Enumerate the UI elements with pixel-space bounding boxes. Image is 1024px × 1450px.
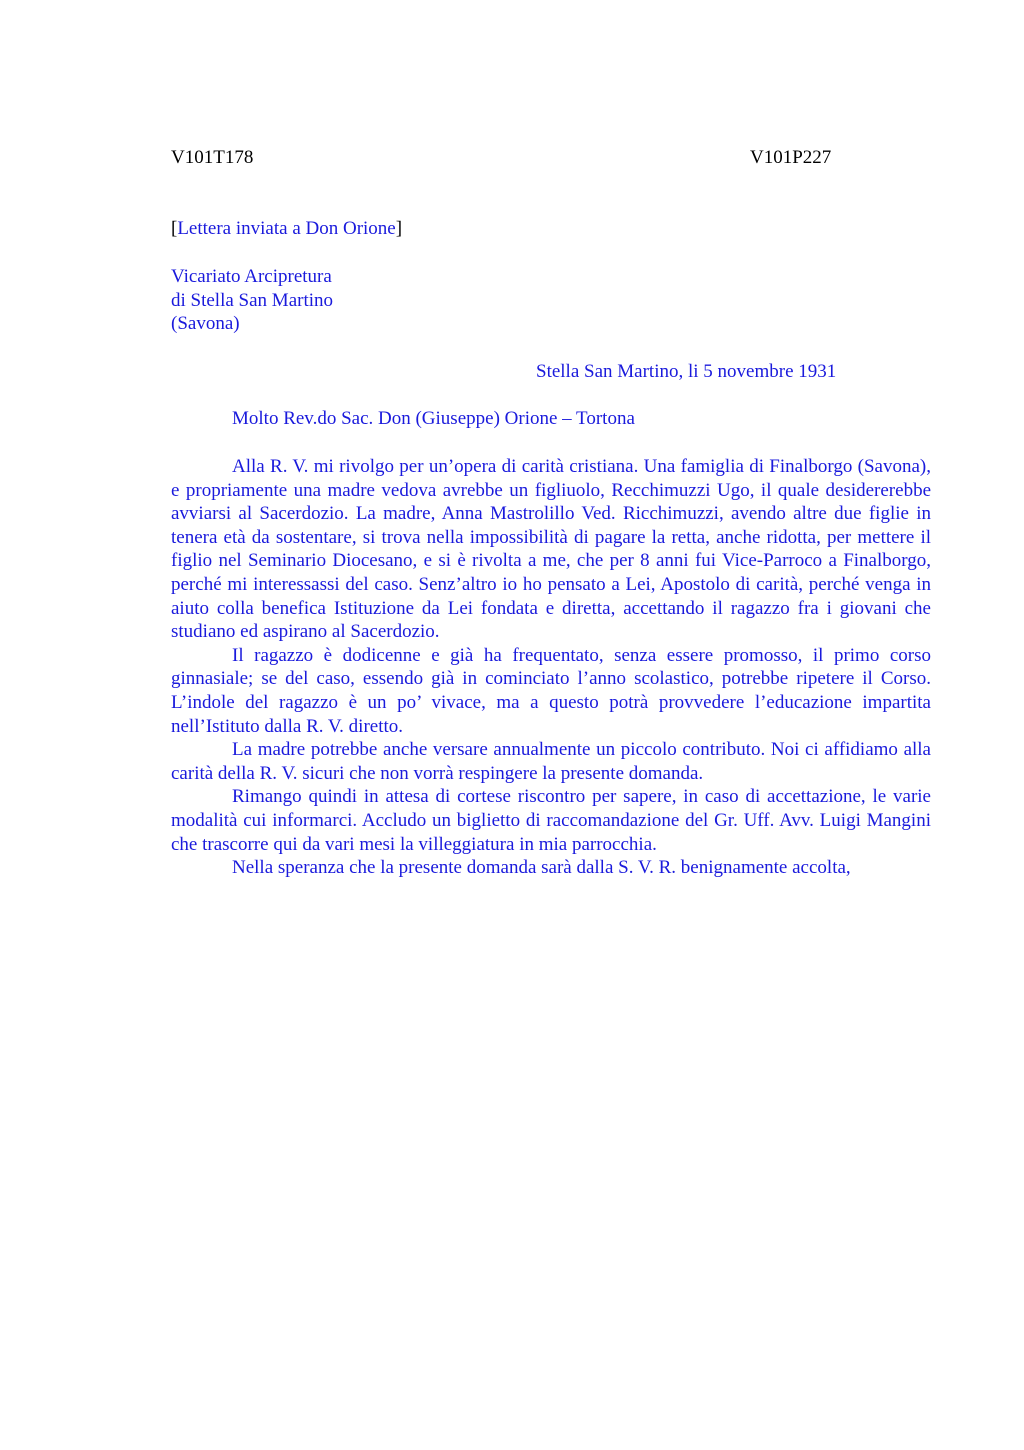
body-paragraph-2: Il ragazzo è dodicenne e già ha frequentato, senza essere promosso, il primo corso ginnasiale; se del caso, essendo già in cominciato l’anno scolastico, potrebbe ripetere il Corso. L’indole del ragazzo è un po’ vivace, ma a questo potrà provvedere l’educazione impartita nell’Istituto dalla R. V. diretto. <box>171 644 931 737</box>
sender-line-2: di Stella San Martino <box>171 289 334 311</box>
document-code-right: V101P227 <box>750 147 832 168</box>
letter-dateline: Stella San Martino, li 5 novembre 1931 <box>536 361 837 382</box>
editorial-note <box>171 217 402 241</box>
letter-body <box>171 455 931 880</box>
note-text: Lettera inviata a Don Orione <box>177 218 396 239</box>
body-paragraph-5: Nella speranza che la presente domanda sarà dalla S. V. R. benignamente accolta, <box>232 857 851 879</box>
sender-line-1: Vicariato Arcipretura <box>171 266 332 287</box>
document-code-left: V101T178 <box>171 147 254 168</box>
note-open-bracket: [ <box>171 218 178 239</box>
sender-address <box>171 265 333 336</box>
letter-salutation: Molto Rev.do Sac. Don (Giuseppe) Orione – Tortona <box>232 408 635 429</box>
body-paragraph-1: Alla R. V. mi rivolgo per un’opera di carità cristiana. Una famiglia di Finalborgo (Savona), e propriamente una madre vedova avrebbe un figliuolo, Recchimuzzi Ugo, il quale desidererebbe avviarsi al Sacerdozio. La madre, Anna Mastrolillo Ved. Ricchimuzzi, avendo altre due figlie in tenera età da sostentare, si trova nella impossibilità di pagare la retta, anche ridotta, per mettere il figlio nel Seminario Diocesano, e si è rivolta a me, che per 8 anni fui Vice-Parroco a Finalborgo, perché mi interessassi del caso. Senz’altro io ho pensato a Lei, Apostolo di carità, perché venga in aiuto colla benefica Istituzione da Lei fondata e diretta, accettando il ragazzo fra i giovani che studiano ed aspirano al Sacerdozio. <box>171 456 931 643</box>
body-paragraph-4: Rimango quindi in attesa di cortese riscontro per sapere, in caso di accettazione, le varie modalità cui informarci. Accludo un biglietto di raccomandazione del Gr. Uff. Avv. Luigi Mangini che trascorre qui da vari mesi la villeggiatura in mia parrocchia. <box>171 786 931 855</box>
note-close-bracket: ] <box>395 218 403 239</box>
sender-line-3: (Savona) <box>171 313 240 335</box>
body-paragraph-3: La madre potrebbe anche versare annualmente un piccolo contributo. Noi ci affidiamo alla carità della R. V. sicuri che non vorrà respingere la presente domanda. <box>171 739 931 784</box>
